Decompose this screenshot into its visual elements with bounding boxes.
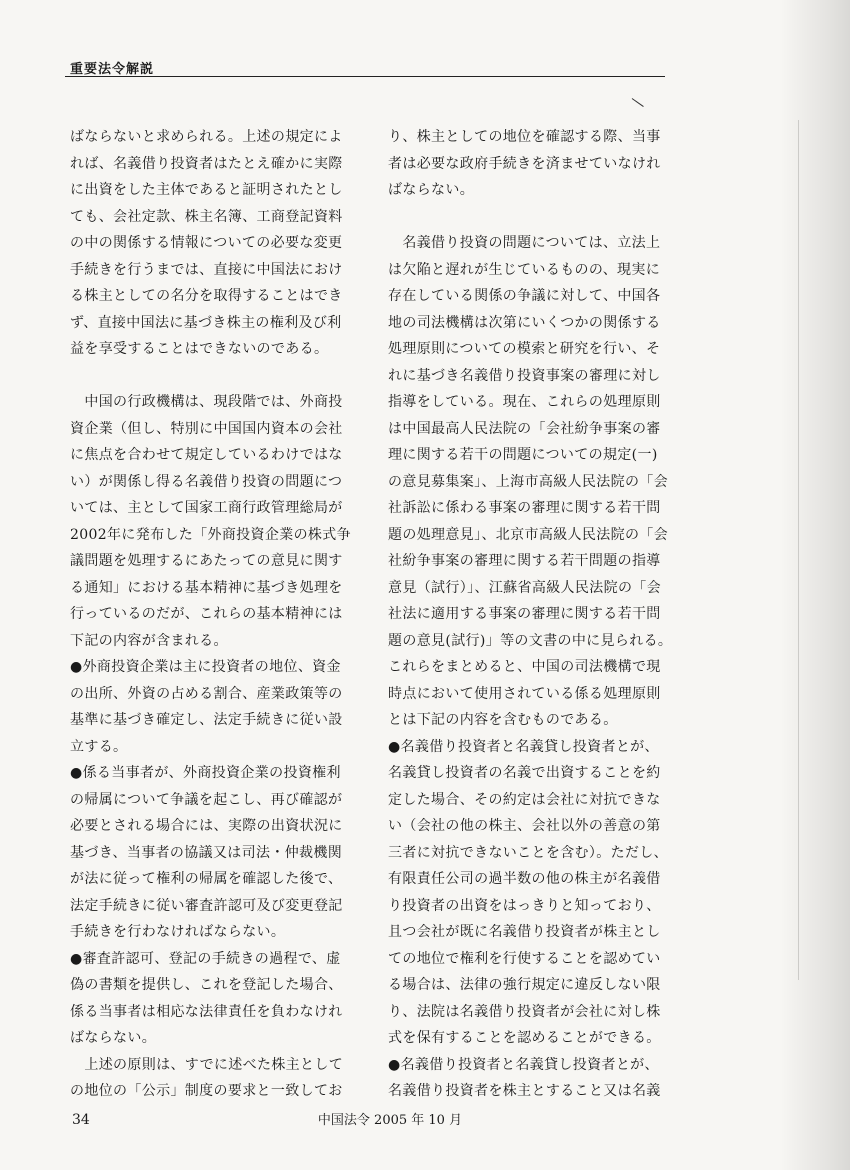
text-line: の地位の「公示」制度の要求と一致してお — [70, 1083, 343, 1099]
text-line: 題の意見(試行)」等の文書の中に見られる。 — [388, 632, 673, 649]
text-line: れに基づき名義借り投資事案の審理に対し — [388, 367, 661, 384]
text-line: 有限責任公司の過半数の他の株主が名義借 — [388, 871, 661, 887]
text-line: 手続きを行うまでは、直接に中国法におけ — [70, 261, 343, 278]
text-line: 係る当事者は相応な法律責任を負わなけれ — [70, 1003, 343, 1020]
text-line: 基準に基づき確定し、法定手続きに従い設 — [70, 712, 343, 728]
running-header: 重要法令解説 — [70, 62, 155, 77]
scan-edge-shadow — [780, 0, 850, 1170]
text-line: に焦点を合わせて規定しているわけではな — [70, 447, 343, 463]
text-line: の帰属について争議を起こし、再び確認が — [70, 791, 343, 808]
text-line: 資企業（但し、特別に中国国内資本の会社 — [70, 420, 343, 437]
text-line: の中の関係する情報についての必要な変更 — [70, 235, 343, 251]
text-line: 法定手続きに従い審査許認可及び変更登記 — [70, 897, 343, 914]
text-line: が法に従って権利の帰属を確認した後で、 — [70, 871, 343, 887]
text-line: ●外商投資企業は主に投資者の地位、資金 — [70, 659, 341, 675]
text-line: ばならない。 — [70, 1030, 157, 1046]
text-line — [388, 204, 688, 231]
text-line: 三者に対抗できないことを含む）。ただし、 — [388, 844, 668, 861]
text-line: 者は必要な政府手続きを済ませていなけれ — [388, 155, 661, 172]
text-line: い（会社の他の株主、会社以外の善意の第 — [388, 818, 661, 834]
text-line: り、法院は名義借り投資者が会社に対し株 — [388, 1003, 661, 1020]
text-line: ず、直接中国法に基づき株主の権利及び利 — [70, 314, 342, 331]
text-line: れば、名義借り投資者はたとえ確かに実際 — [70, 155, 343, 172]
text-line: 且つ会社が既に名義借り投資者が株主とし — [388, 924, 661, 940]
text-line: 社法に適用する事案の審理に関する若干問 — [388, 606, 661, 622]
text-line: 式を保有することを認めることができる。 — [388, 1030, 661, 1046]
text-line: る株主としての名分を取得することはでき — [70, 288, 343, 304]
text-line: い）が関係し得る名義借り投資の問題につ — [70, 473, 343, 490]
text-line: 意見（試行）」、江蘇省高級人民法院の「会 — [388, 579, 661, 596]
text-line: ても、会社定款、株主名簿、工商登記資料 — [70, 208, 343, 225]
text-line: ばならないと求められる。上述の規定によ — [70, 129, 343, 145]
text-line: 名義借り投資者を株主とすること又は名義 — [388, 1083, 661, 1099]
text-line: 処理原則についての模索と研究を行い、そ — [388, 341, 661, 357]
text-line: 必要とされる場合には、実際の出資状況に — [70, 818, 343, 834]
left-column — [70, 124, 370, 1105]
text-line: ●係る当事者が、外商投資企業の投資権利 — [70, 765, 341, 781]
text-line: ●審査許認可、登記の手続きの過程で、虚 — [70, 950, 341, 967]
text-line — [70, 363, 370, 390]
header-rule — [65, 76, 665, 77]
text-line: は欠陥と遅れが生じているものの、現実に — [388, 261, 661, 278]
text-line: り、株主としての地位を確認する際、当事 — [388, 129, 661, 145]
text-line: は中国最高人民法院の「会社紛争事案の審 — [388, 420, 661, 437]
text-line: 存在している関係の争議に対して、中国各 — [388, 288, 661, 304]
text-line: 下記の内容が含まれる。 — [70, 632, 228, 649]
text-line: 時点において使用されている係る処理原則 — [388, 685, 661, 702]
publication-footer: 中国法令 2005 年 10 月 — [317, 1113, 463, 1128]
text-line: る場合は、法律の強行規定に違反しない限 — [388, 977, 661, 993]
right-column — [388, 124, 688, 1105]
text-line: 理に関する若干の問題についての規定(一) — [388, 447, 658, 463]
text-line: 行っているのだが、これらの基本精神には — [70, 606, 343, 622]
text-line: 社紛争事案の審理に関する若干問題の指導 — [388, 553, 661, 569]
text-line: これらをまとめると、中国の司法機構で現 — [388, 659, 661, 675]
text-line: 上述の原則は、すでに述べた株主として — [70, 1056, 344, 1073]
text-line: いては、主として国家工商行政管理総局が — [70, 500, 343, 516]
text-line: 偽の書類を提供し、これを登記した場合、 — [70, 977, 343, 993]
text-line: 議問題を処理するにあたっての意見に関す — [70, 553, 343, 569]
text-line: 手続きを行わなければならない。 — [70, 924, 286, 940]
scan-mark — [632, 98, 644, 107]
text-line: ての地位で権利を行使することを認めてい — [388, 950, 661, 967]
text-line: 名義貸し投資者の名義で出資することを約 — [388, 765, 661, 781]
text-line: 中国の行政機構は、現段階では、外商投 — [70, 394, 343, 410]
text-line: 題の処理意見」、北京市高級人民法院の「会 — [388, 526, 668, 543]
text-line: 名義借り投資の問題については、立法上 — [388, 235, 661, 251]
text-line: 益を享受することはできないのである。 — [70, 341, 329, 357]
page-number: 34 — [72, 1112, 90, 1128]
text-line: 指導をしている。現在、これらの処理原則 — [388, 394, 661, 410]
text-line: り投資者の出資をはっきりと知っており、 — [388, 897, 661, 914]
text-line: 2002年に発布した「外商投資企業の株式争 — [70, 526, 351, 543]
text-line: の出所、外資の占める割合、産業政策等の — [70, 685, 343, 702]
text-line: 地の司法機構は次第にいくつかの関係する — [388, 314, 661, 331]
text-line: ばならない。 — [388, 182, 475, 198]
text-line: ●名義借り投資者と名義貸し投資者とが、 — [388, 738, 659, 755]
scan-line — [798, 120, 799, 980]
text-line: る通知」における基本精神に基づき処理を — [70, 579, 343, 596]
text-line: とは下記の内容を含むものである。 — [388, 712, 618, 728]
text-line: 基づき、当事者の協議又は司法・仲裁機関 — [70, 844, 343, 861]
text-line: ●名義借り投資者と名義貸し投資者とが、 — [388, 1056, 659, 1073]
text-line: 社訴訟に係わる事案の審理に関する若干問 — [388, 500, 661, 516]
text-line: に出資をした主体であると証明されたとし — [70, 182, 343, 198]
text-line: 立する。 — [70, 738, 128, 755]
text-line: の意見募集案」、上海市高級人民法院の「会 — [388, 473, 668, 490]
text-line: 定した場合、その約定は会社に対抗できな — [388, 791, 661, 808]
